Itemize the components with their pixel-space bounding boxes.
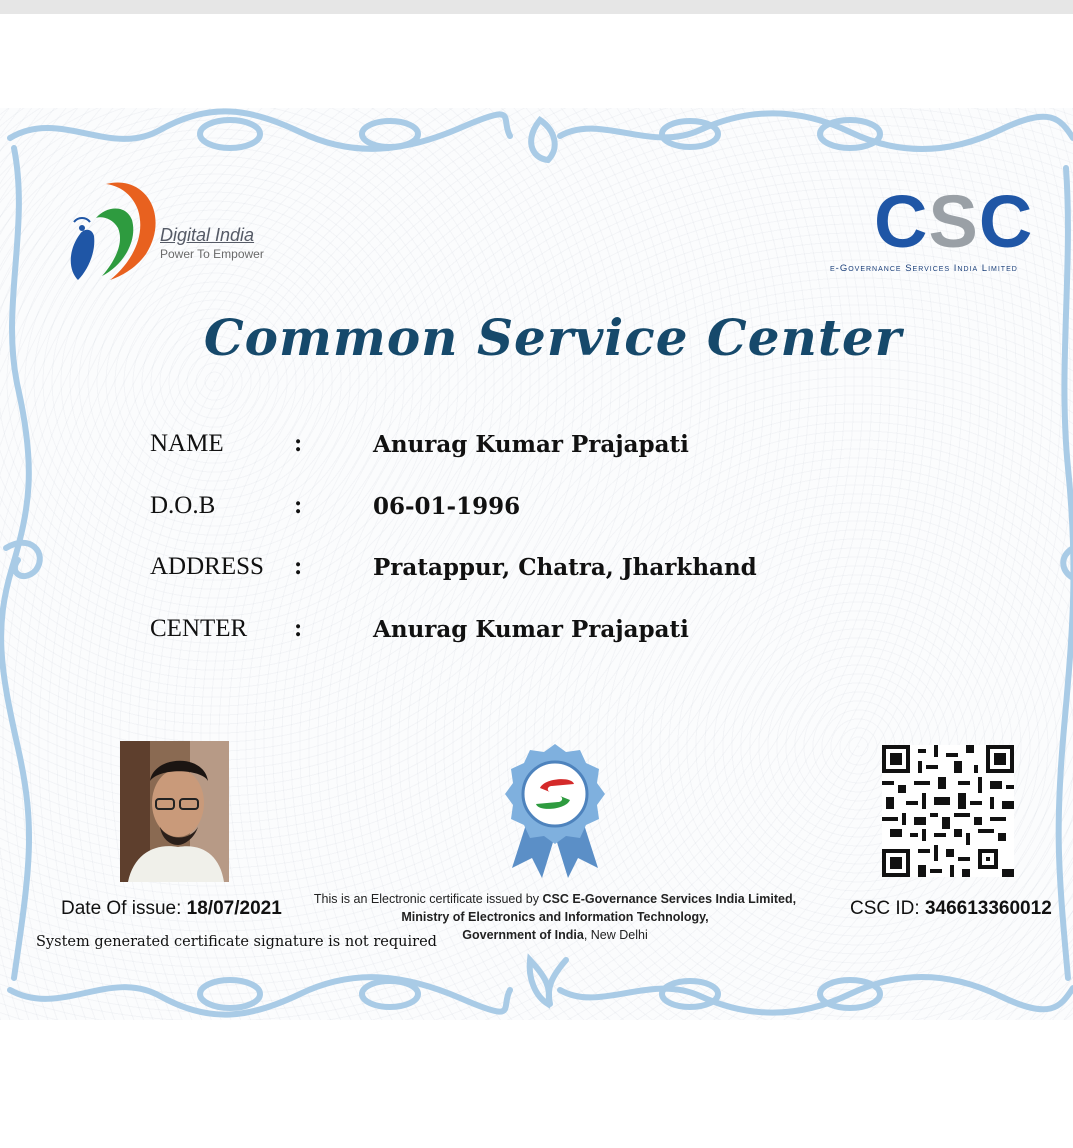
notice-place: , New Delhi bbox=[583, 928, 648, 942]
person-photo-icon bbox=[120, 741, 229, 882]
csc-logo bbox=[826, 180, 1062, 280]
field-value-center: Anurag Kumar Prajapati bbox=[373, 616, 689, 643]
issue-date: 18/07/2021 bbox=[186, 898, 282, 919]
csc-id-label: CSC ID: bbox=[850, 898, 925, 919]
holder-photo bbox=[120, 741, 229, 882]
field-colon: : bbox=[294, 492, 303, 519]
csc-subtitle: e-Governance Services India Limited bbox=[830, 263, 1018, 274]
field-label-address: ADDRESS bbox=[150, 553, 264, 580]
field-value-name: Anurag Kumar Prajapati bbox=[373, 431, 689, 458]
award-ribbon-icon bbox=[500, 742, 610, 880]
notice-intro: This is an Electronic certificate issued by bbox=[313, 892, 543, 906]
notice-issuer: CSC E-Governance Services India Limited, bbox=[542, 892, 797, 906]
csc-letter-3: C bbox=[978, 180, 1034, 263]
date-of-issue bbox=[61, 898, 282, 920]
csc-id bbox=[850, 898, 1052, 920]
qr-code-icon bbox=[882, 745, 1014, 877]
issuer-notice bbox=[300, 890, 810, 944]
field-label-name: NAME bbox=[150, 430, 224, 457]
digital-india-tagline: Power To Empower bbox=[160, 247, 264, 261]
field-label-center: CENTER bbox=[150, 615, 248, 642]
digital-india-logo bbox=[66, 176, 276, 286]
csc-letter-1: C bbox=[874, 180, 929, 263]
csc-id-value: 346613360012 bbox=[924, 898, 1052, 919]
notice-govt: Government of India bbox=[462, 928, 584, 942]
field-colon: : bbox=[294, 430, 303, 457]
digital-india-name: Digital India bbox=[160, 225, 255, 245]
signature-note: System generated certificate signature is not required bbox=[36, 934, 437, 950]
csc-letters bbox=[874, 182, 1033, 262]
field-colon: : bbox=[294, 553, 303, 580]
top-bar bbox=[0, 0, 1073, 14]
certificate-title: Common Service Center bbox=[203, 308, 903, 367]
field-value-address: Pratappur, Chatra, Jharkhand bbox=[373, 554, 757, 581]
csc-letter-2: S bbox=[928, 180, 979, 263]
field-label-dob: D.O.B bbox=[150, 492, 216, 519]
field-value-dob: 06-01-1996 bbox=[373, 493, 521, 520]
digital-india-emblem-icon bbox=[66, 176, 160, 284]
field-colon: : bbox=[294, 615, 303, 642]
notice-ministry: Ministry of Electronics and Information Technology, bbox=[401, 910, 709, 924]
issue-label: Date Of issue: bbox=[61, 898, 182, 919]
